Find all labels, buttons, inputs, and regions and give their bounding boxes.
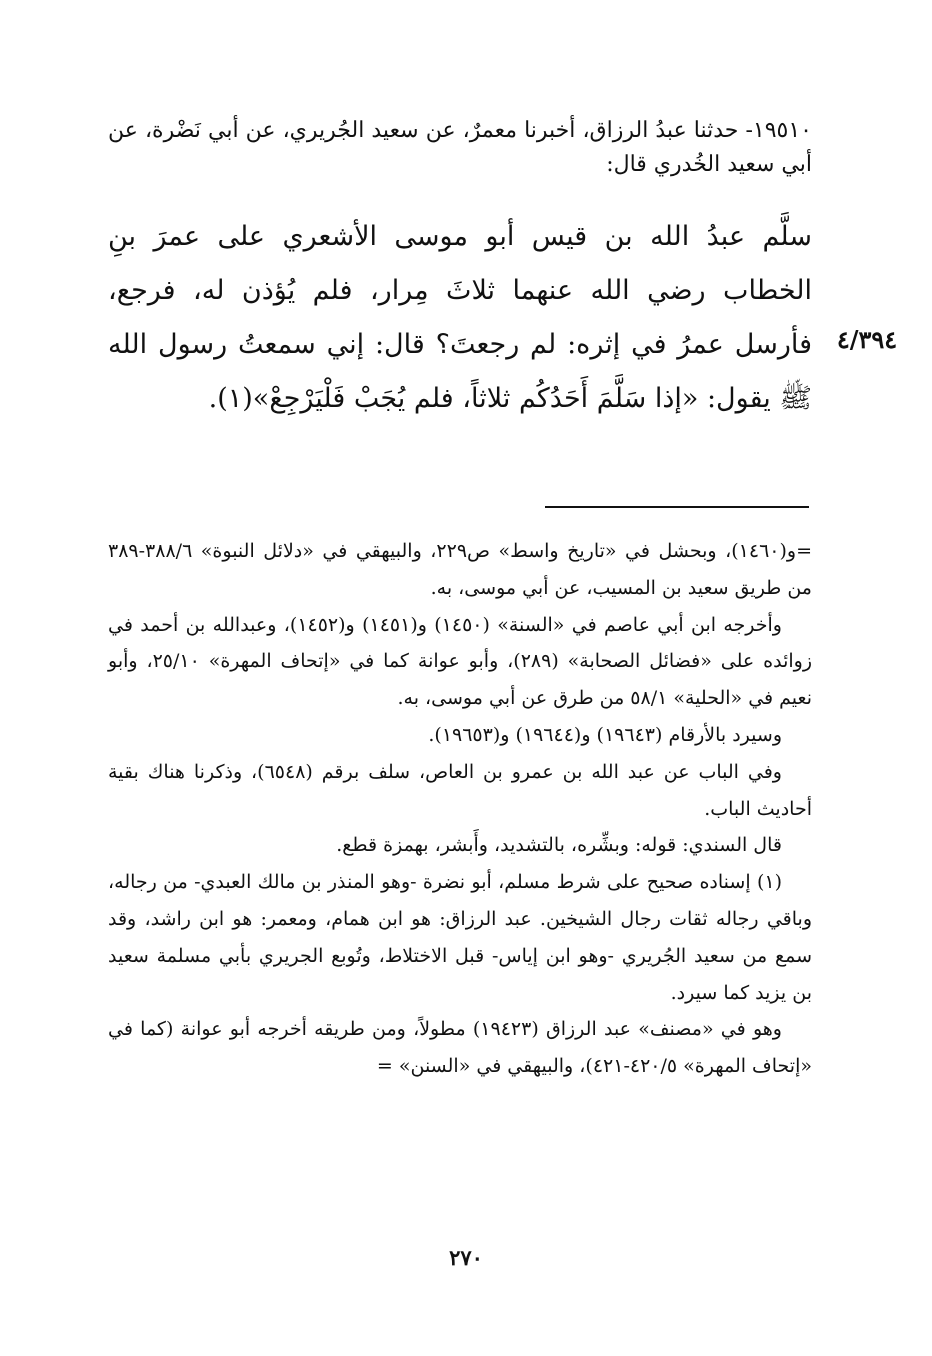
footnote-paragraph: قال السندي: قوله: وبشِّره، بالتشديد، وأَبشر، بهمزة قطع. [336, 834, 782, 857]
footnote-separator [545, 506, 809, 508]
footnote-paragraph: وهو في «مصنف» عبد الرزاق (١٩٤٢٣) مطولاً، ومن طريقه أخرجه أبو عوانة (كما في «إتحاف المهرة» ٤٢٠/٥-٤٢١)، والبيهقي في «السنن» = [108, 1018, 812, 1078]
footnote-paragraph: وأخرجه ابن أبي عاصم في «السنة» (١٤٥٠) و(١٤٥١) و(١٤٥٢)، وعبدالله بن أحمد في زوائده على «فضائل الصحابة» (٢٨٩)، وأبو عوانة كما في «إتحاف المهرة» ٢٥/١٠، وأبو نعيم في «الحلية» ٥٨/١ من طرق عن أبي موسى، به. [108, 613, 812, 710]
footnote-paragraph: وفي الباب عن عبد الله بن عمرو بن العاص، سلف برقم (٦٥٤٨)، وذكرنا هناك بقية أحاديث الباب. [108, 760, 812, 820]
footnotes [108, 533, 812, 1085]
hadith-matn: سلَّم عبدُ الله بن قيس أبو موسى الأشعري على عمرَ بنِ الخطاب رضي الله عنهما ثلاثَ مِرار، فلم يُؤذن له، فرجع، فأرسل عمرُ في إثره: لم رجعتَ؟ قال: إني سمعتُ رسول الله ﷺ يقول: «إذا سَلَّمَ أَحَدُكُم ثلاثاً، فلم يُجَبْ فَلْيَرْجِعْ»(١). [108, 221, 812, 414]
footnote-one: (١) إسناده صحيح على شرط مسلم، أبو نضرة -وهو المنذر بن مالك العبدي- من رجاله، وباقي رجاله ثقات رجال الشيخين. عبد الرزاق: هو ابن همام، ومعمر: هو ابن راشد، وقد سمع من سعيد الجُريري -وهو ابن إياس- قبل الاختلاط، وتُوبع الجريري بأبي مسلمة سعيد بن يزيد كما سيرد. [108, 871, 812, 1004]
footnote-continuation: =و(١٤٦٠)، وبحشل في «تاريخ واسط» ص٢٢٩، والبيهقي في «دلائل النبوة» ٣٨٨/٦-٣٨٩ من طريق سعيد بن المسيب، عن أبي موسى، به. [108, 540, 812, 599]
margin-volume-page-reference: ٤/٣٩٤ [836, 325, 898, 354]
hadith-isnad: ١٩٥١٠- حدثنا عبدُ الرزاق، أخبرنا معمرٌ، عن سعيد الجُريري، عن أبي نَضْرة، عن أبي سعيد الخُدري قال: [108, 118, 812, 177]
page-number: ٢٧٠ [449, 1245, 483, 1270]
footnote-paragraph: وسيرد بالأرقام (١٩٦٤٣) و(١٩٦٤٤) و(١٩٦٥٣). [428, 723, 782, 746]
